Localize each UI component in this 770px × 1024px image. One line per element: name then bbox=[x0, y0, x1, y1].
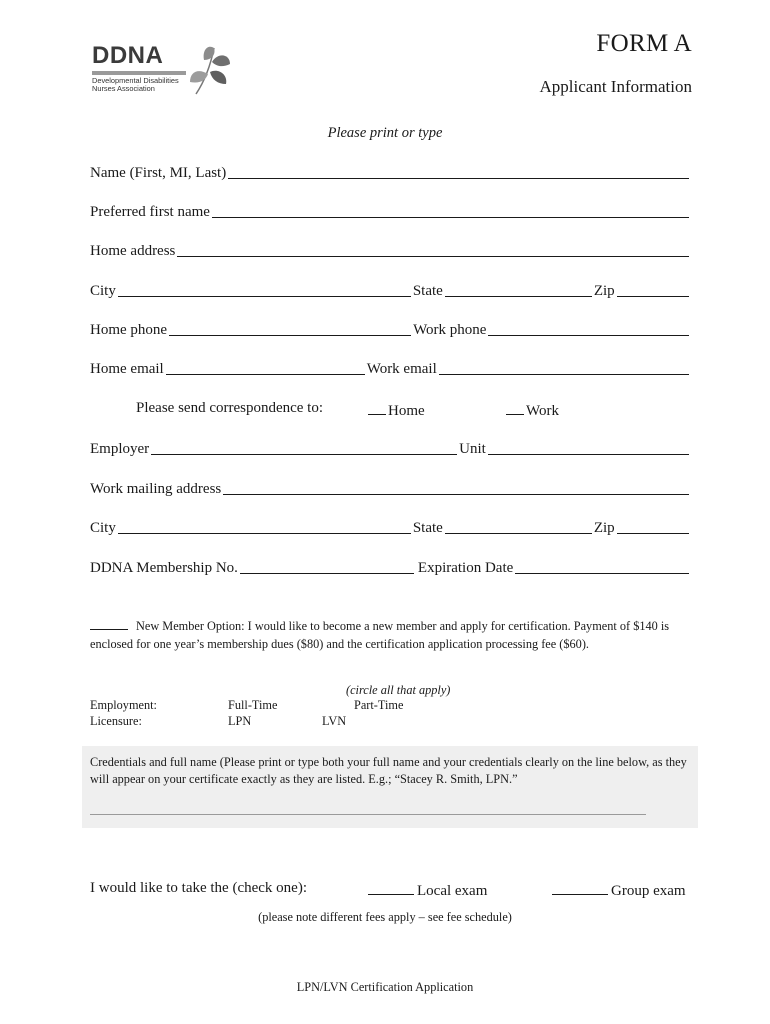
work-city-input-line[interactable] bbox=[118, 518, 411, 534]
zip-input-line[interactable] bbox=[617, 281, 689, 297]
preferred-name-row bbox=[90, 201, 691, 221]
home-email-input-line[interactable] bbox=[166, 359, 365, 375]
group-exam-option[interactable] bbox=[552, 880, 686, 900]
correspondence-home-blank[interactable] bbox=[368, 400, 386, 415]
work-mailing-input-line[interactable] bbox=[223, 479, 689, 495]
name-label: Name (First, MI, Last) bbox=[90, 165, 227, 181]
work-mailing-row bbox=[90, 478, 691, 498]
employment-label: Employment: bbox=[90, 698, 157, 712]
work-state-input-line[interactable] bbox=[445, 518, 592, 534]
zip-label: Zip bbox=[593, 283, 615, 299]
name-row bbox=[90, 162, 691, 182]
unit-input-line[interactable] bbox=[488, 439, 689, 455]
home-phone-label: Home phone bbox=[90, 322, 168, 338]
unit-label: Unit bbox=[459, 441, 486, 457]
credentials-input-line[interactable] bbox=[90, 814, 646, 815]
logo-org-line1: Developmental Disabilities bbox=[92, 76, 179, 85]
work-email-input-line[interactable] bbox=[439, 359, 689, 375]
new-member-blank[interactable] bbox=[90, 617, 128, 630]
leaf-icon bbox=[188, 38, 232, 100]
exam-fee-note: (please note different fees apply – see fee schedule) bbox=[258, 910, 512, 924]
email-row bbox=[90, 358, 691, 378]
exam-prompt: I would like to take the (check one): bbox=[90, 880, 308, 896]
work-state-label: State bbox=[412, 520, 443, 536]
credentials-text-line1: Credentials and full name (Please print or type both your full name and your credentials clearly on the line below, as they bbox=[90, 755, 687, 769]
membership-row bbox=[90, 557, 691, 577]
group-exam-blank[interactable] bbox=[552, 880, 608, 895]
employer-input-line[interactable] bbox=[151, 439, 457, 455]
local-exam-label: Local exam bbox=[417, 883, 488, 899]
correspondence-work-option[interactable] bbox=[506, 400, 559, 420]
correspondence-home-label: Home bbox=[388, 403, 425, 419]
work-phone-label: Work phone bbox=[413, 322, 487, 338]
expiration-input-line[interactable] bbox=[515, 558, 689, 574]
membership-label: DDNA Membership No. bbox=[90, 560, 238, 576]
work-phone-input-line[interactable] bbox=[488, 320, 689, 336]
lpn-option[interactable]: LPN bbox=[228, 714, 252, 728]
home-phone-input-line[interactable] bbox=[169, 320, 411, 336]
lvn-option[interactable]: LVN bbox=[322, 714, 347, 728]
home-address-label: Home address bbox=[90, 243, 176, 259]
print-instruction: Please print or type bbox=[327, 125, 443, 141]
full-time-option[interactable]: Full-Time bbox=[228, 698, 278, 712]
work-email-label: Work email bbox=[366, 361, 437, 377]
employer-label: Employer bbox=[90, 441, 150, 457]
membership-input-line[interactable] bbox=[240, 558, 414, 574]
home-address-row bbox=[90, 240, 691, 260]
correspondence-work-label: Work bbox=[526, 403, 559, 419]
credentials-text-line2: will appear on your certificate exactly as they are listed. E.g.; “Stacey R. Smith, LPN.” bbox=[90, 772, 518, 786]
correspondence-work-blank[interactable] bbox=[506, 400, 524, 415]
name-input-line[interactable] bbox=[228, 163, 689, 179]
state-input-line[interactable] bbox=[445, 281, 592, 297]
new-member-option bbox=[90, 617, 690, 653]
group-exam-label: Group exam bbox=[611, 883, 686, 899]
part-time-option[interactable]: Part-Time bbox=[354, 698, 404, 712]
circle-note: (circle all that apply) bbox=[346, 683, 451, 697]
state-label: State bbox=[412, 283, 443, 299]
work-mailing-label: Work mailing address bbox=[90, 481, 222, 497]
work-zip-input-line[interactable] bbox=[617, 518, 689, 534]
expiration-label: Expiration Date bbox=[417, 560, 514, 576]
correspondence-prompt: Please send correspondence to: bbox=[136, 400, 324, 416]
ddna-logo bbox=[92, 38, 232, 100]
new-member-text-line2: enclosed for one year’s membership dues ($80) and the certification application processing fee ($60). bbox=[90, 637, 589, 651]
city-input-line[interactable] bbox=[118, 281, 411, 297]
credentials-instructions bbox=[90, 754, 690, 788]
correspondence-home-option[interactable] bbox=[368, 400, 425, 420]
new-member-text-line1: New Member Option: I would like to become a new member and apply for certification. Payment of $140 is bbox=[136, 619, 670, 633]
local-exam-option[interactable] bbox=[368, 880, 487, 900]
work-city-label: City bbox=[90, 520, 116, 536]
credentials-box bbox=[82, 746, 698, 828]
form-title: FORM A bbox=[596, 30, 692, 57]
licensure-label: Licensure: bbox=[90, 714, 142, 728]
preferred-name-input-line[interactable] bbox=[212, 202, 689, 218]
page-footer: LPN/LVN Certification Application bbox=[296, 980, 474, 994]
phone-row bbox=[90, 319, 691, 339]
logo-org-name bbox=[92, 77, 179, 93]
work-zip-label: Zip bbox=[593, 520, 615, 536]
city-state-zip-row bbox=[90, 280, 691, 300]
logo-wordmark: DDNA bbox=[92, 42, 164, 69]
home-email-label: Home email bbox=[90, 361, 164, 377]
work-city-state-zip-row bbox=[90, 517, 691, 537]
logo-rule bbox=[92, 71, 186, 75]
city-label: City bbox=[90, 283, 116, 299]
home-address-input-line[interactable] bbox=[177, 241, 689, 257]
employer-row bbox=[90, 438, 691, 458]
logo-org-line2: Nurses Association bbox=[92, 84, 155, 93]
local-exam-blank[interactable] bbox=[368, 880, 414, 895]
preferred-name-label: Preferred first name bbox=[90, 204, 210, 220]
form-subtitle: Applicant Information bbox=[539, 77, 692, 96]
